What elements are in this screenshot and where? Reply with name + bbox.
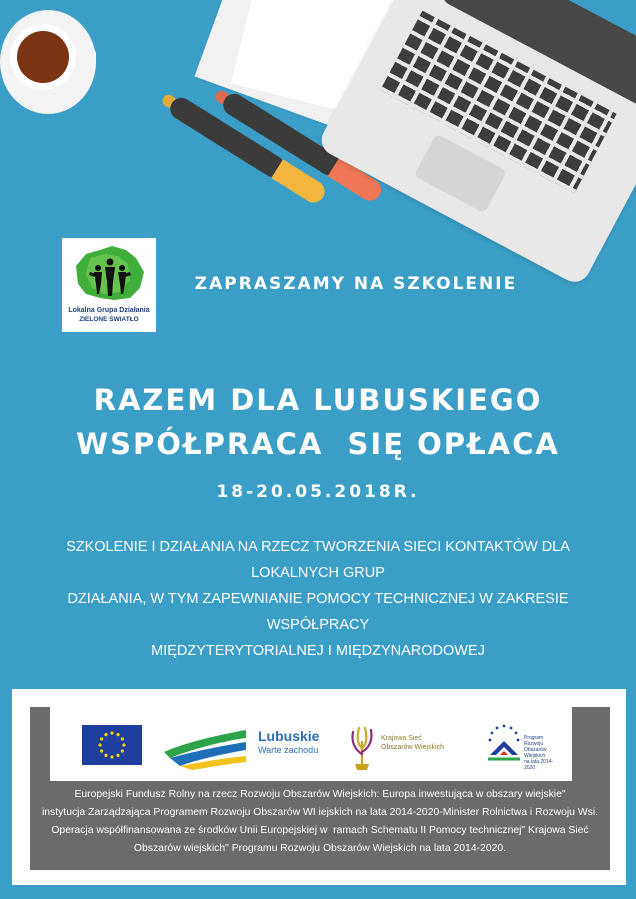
description — [40, 534, 596, 664]
description-line-1: SZKOLENIE I DZIAŁANIA NA RZECZ TWORZENIA SIECI KONTAKTÓW DLA LOKALNYCH GRUP — [66, 539, 570, 581]
lubuskie-slogan: Warte zachodu — [258, 745, 319, 755]
organizer-logo — [62, 238, 156, 332]
eu-flag-icon — [82, 725, 142, 765]
leader-logo-icon — [162, 722, 248, 770]
description-line-2: DZIAŁANIA, W TYM ZAPEWNIANIE POMOCY TECHNICZNEJ W ZAKRESIE WSPÓŁPRACY — [67, 591, 569, 633]
title-line-1: RAZEM DLA LUBUSKIEGO — [93, 383, 543, 417]
prow-line-3: Obszarów — [524, 747, 547, 753]
prow-line-5: na lata 2014-2020 — [524, 759, 554, 771]
lubuskie-logo — [258, 728, 330, 756]
prow-text — [524, 735, 564, 771]
event-date: 18-20.05.2018R. — [216, 482, 420, 502]
ksow-line-2: Obszarów Wiejskich — [381, 744, 445, 751]
prow-logo-icon — [484, 721, 524, 767]
funding-line-4: Obszarów wiejskich" Programu Rozwoju Obszarów Wiejskich na lata 2014-2020. — [133, 843, 507, 854]
prow-line-1: Program — [524, 735, 544, 741]
funding-line-1: Europejski Fundusz Rolny na rzecz Rozwoju Obszarów Wiejskich: Europa inwestująca w obszary wiejskie" — [74, 789, 566, 800]
funding-line-3: Operacja współfinansowana ze środków Unii Europejskiej w ramach Schematu II Pomocy technicznej" Krajowa Sieć — [51, 825, 589, 836]
ksow-logo — [345, 724, 465, 770]
lgd-map-icon — [70, 244, 148, 302]
lubuskie-name: Lubuskie — [258, 728, 320, 744]
ksow-line-1: Krajowa Sieć — [381, 735, 422, 742]
organizer-name: Lokalna Grupa Działania — [68, 307, 150, 314]
title-line-2: WSPÓŁPRACA SIĘ OPŁACA — [76, 427, 560, 461]
cup-coffee — [17, 31, 69, 83]
funding-statement — [30, 786, 610, 858]
ksow-text — [381, 734, 444, 752]
invitation-text: ZAPRASZAMY NA SZKOLENIE — [194, 274, 518, 294]
ksow-logo-icon — [345, 724, 379, 770]
prow-logo — [484, 721, 564, 771]
funding-line-2: instytucja Zarządzająca Programem Rozwoju Obszarów WI iejskich na lata 2014-2020-Minister Rolnictwa i Rozwoju Wsi. — [41, 807, 599, 818]
prow-line-4: Wiejskich — [524, 753, 546, 759]
organizer-subname: ZIELONE ŚWIATŁO — [79, 316, 139, 323]
prow-line-2: Rozwoju — [524, 741, 544, 747]
description-line-3: MIĘDZYTERYTORIALNEJ I MIĘDZYNARODOWEJ — [151, 643, 485, 659]
